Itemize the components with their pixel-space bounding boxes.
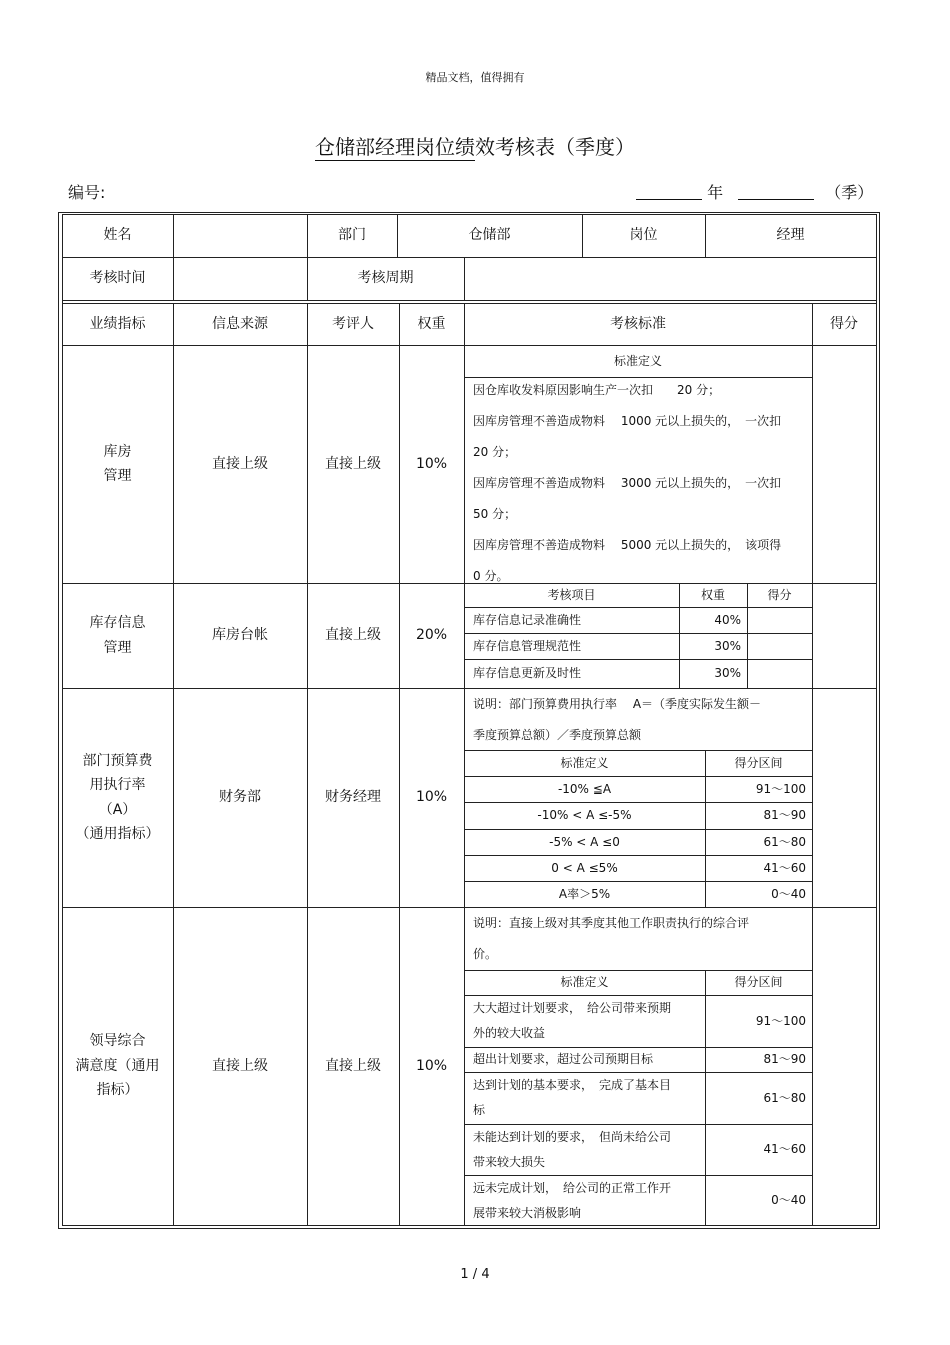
col-header-standard: 考核标准	[610, 315, 666, 332]
row3-evaluator: 财务经理	[325, 789, 381, 806]
row4-sub-header-range: 得分区间	[734, 975, 783, 989]
row2-sub-item: 库存信息管理规范性	[473, 638, 582, 653]
row3-note-line: 季度预算总额）／季度预算总额	[473, 728, 642, 742]
row2-sub-weight: 40%	[714, 612, 741, 627]
row4-note-line: 说明：直接上级对其季度其他工作职责执行的综合评	[473, 916, 750, 930]
row4-sub-def: 超出计划要求，超过公司预期目标	[473, 1052, 654, 1066]
row2-sub-item: 库存信息记录准确性	[473, 612, 582, 627]
row3-sub-range: 0～40	[771, 886, 806, 901]
row4-indicator: 领导综合 满意度（通用 指标）	[75, 1033, 160, 1099]
row3-sub-range: 41～60	[763, 860, 806, 875]
row4-source: 直接上级	[212, 1057, 268, 1074]
dept-value: 仓储部	[468, 227, 511, 244]
row2-sub-weight: 30%	[714, 666, 741, 680]
row2-indicator: 库存信息 管理	[89, 615, 146, 656]
time-label: 考核时间	[89, 270, 146, 287]
row1-line: 20 分；	[473, 445, 517, 459]
row4-weight: 10%	[415, 1057, 448, 1074]
header-note: 精品文档，值得拥有	[425, 71, 525, 84]
period-value[interactable]	[464, 257, 876, 300]
number-label: 编号:	[68, 183, 106, 202]
row2-weight: 20%	[415, 627, 448, 644]
row4-sub-def: 大大超过计划要求， 给公司带来预期 外的较大收益	[473, 1001, 672, 1040]
row4-note-line: 价。	[473, 947, 498, 961]
row2-sub-score[interactable]	[747, 633, 812, 659]
row3-score[interactable]	[812, 688, 876, 907]
row3-sub-def: -5% < A ≤0	[549, 834, 620, 849]
row4-sub-header-def: 标准定义	[560, 975, 609, 989]
row2-sub-header-weight: 权重	[700, 587, 725, 602]
row3-sub-header-def: 标准定义	[560, 755, 609, 770]
row1-line: 因仓库收发料原因影响生产一次扣 20 分；	[473, 383, 721, 397]
row4-sub-def: 达到计划的基本要求， 完成了基本目 标	[473, 1078, 672, 1117]
row4-sub-range: 61～80	[763, 1090, 806, 1105]
col-header-evaluator: 考评人	[332, 315, 374, 332]
row2-sub-header-item: 考核项目	[547, 587, 596, 602]
row3-note	[473, 689, 808, 751]
time-value[interactable]	[173, 257, 307, 300]
post-value: 经理	[776, 227, 805, 244]
row3-sub-range: 61～80	[763, 834, 806, 849]
row3-sub-def: 0 < A ≤5%	[551, 860, 618, 875]
title-underlined: 仓储部经理岗位绩	[315, 135, 475, 159]
season-blank[interactable]	[738, 183, 814, 200]
col-header-indicator: 业绩指标	[89, 315, 146, 332]
row1-line: 因库房管理不善造成物料 3000 元以上损失的， 一次扣	[473, 476, 782, 490]
row1-line: 0 分。	[473, 569, 509, 583]
col-header-score: 得分	[830, 315, 858, 332]
row4-sub-range: 41～60	[763, 1142, 806, 1156]
row4-sub-range: 91～100	[755, 1013, 806, 1028]
period-label: 考核周期	[357, 270, 414, 287]
row2-sub-score[interactable]	[747, 607, 812, 633]
row1-score[interactable]	[812, 345, 876, 583]
row4-note	[473, 908, 808, 970]
year-label: 年	[707, 183, 724, 202]
row3-indicator: 部门预算费 用执行率 （A） （通用指标）	[75, 752, 160, 842]
row1-line: 50 分；	[473, 507, 517, 521]
row3-sub-def: -10% ≦A	[557, 781, 612, 796]
row2-source: 库房台帐	[212, 627, 268, 644]
row3-sub-range: 81～90	[763, 808, 806, 822]
row3-weight: 10%	[415, 789, 448, 806]
title-rest: 效考核表（季度）	[475, 135, 635, 159]
year-blank[interactable]	[636, 183, 702, 200]
row2-sub-score[interactable]	[747, 659, 812, 688]
row3-sub-def: -10% < A ≤-5%	[537, 808, 632, 822]
row4-sub-range: 0～40	[771, 1192, 806, 1207]
year-season-line	[636, 180, 873, 203]
row4-evaluator: 直接上级	[325, 1057, 381, 1074]
name-label: 姓名	[103, 227, 132, 244]
row3-note-line: 说明：部门预算费用执行率 A＝（季度实际发生额－	[473, 697, 762, 711]
row3-sub-header-range: 得分区间	[734, 755, 783, 770]
row4-sub-range: 81～90	[763, 1052, 806, 1066]
page-title	[0, 131, 950, 160]
row1-line: 因库房管理不善造成物料 1000 元以上损失的， 一次扣	[473, 414, 782, 428]
row1-weight: 10%	[415, 455, 448, 472]
row2-evaluator: 直接上级	[325, 627, 381, 644]
row2-sub-weight: 30%	[714, 638, 741, 653]
row3-source: 财务部	[219, 789, 261, 806]
season-label: （季）	[825, 183, 874, 202]
row2-score[interactable]	[812, 583, 876, 688]
name-value[interactable]	[173, 214, 307, 257]
row2-sub-item: 库存信息更新及时性	[473, 666, 582, 680]
row1-evaluator: 直接上级	[325, 455, 381, 472]
row1-line: 因库房管理不善造成物料 5000 元以上损失的， 该项得	[473, 538, 782, 552]
row4-sub-def: 远未完成计划， 给公司的正常工作开 展带来较大消极影响	[473, 1181, 672, 1220]
row3-sub-range: 91～100	[755, 781, 806, 796]
page-indicator: 1 / 4	[460, 1267, 490, 1282]
post-label: 岗位	[629, 227, 658, 244]
dept-label: 部门	[338, 227, 366, 244]
row1-indicator: 库房 管理	[103, 443, 132, 484]
col-header-source: 信息来源	[212, 315, 268, 332]
row4-sub-def: 未能达到计划的要求， 但尚未给公司 带来较大损失	[473, 1130, 672, 1169]
row3-sub-def: A率＞5%	[558, 886, 611, 901]
col-header-weight: 权重	[417, 315, 446, 332]
row2-sub-header-score: 得分	[767, 587, 792, 602]
row1-standard-header: 标准定义	[613, 353, 662, 368]
row1-source: 直接上级	[212, 455, 268, 472]
row1-standard-text	[473, 375, 808, 592]
row4-score[interactable]	[812, 907, 876, 1225]
